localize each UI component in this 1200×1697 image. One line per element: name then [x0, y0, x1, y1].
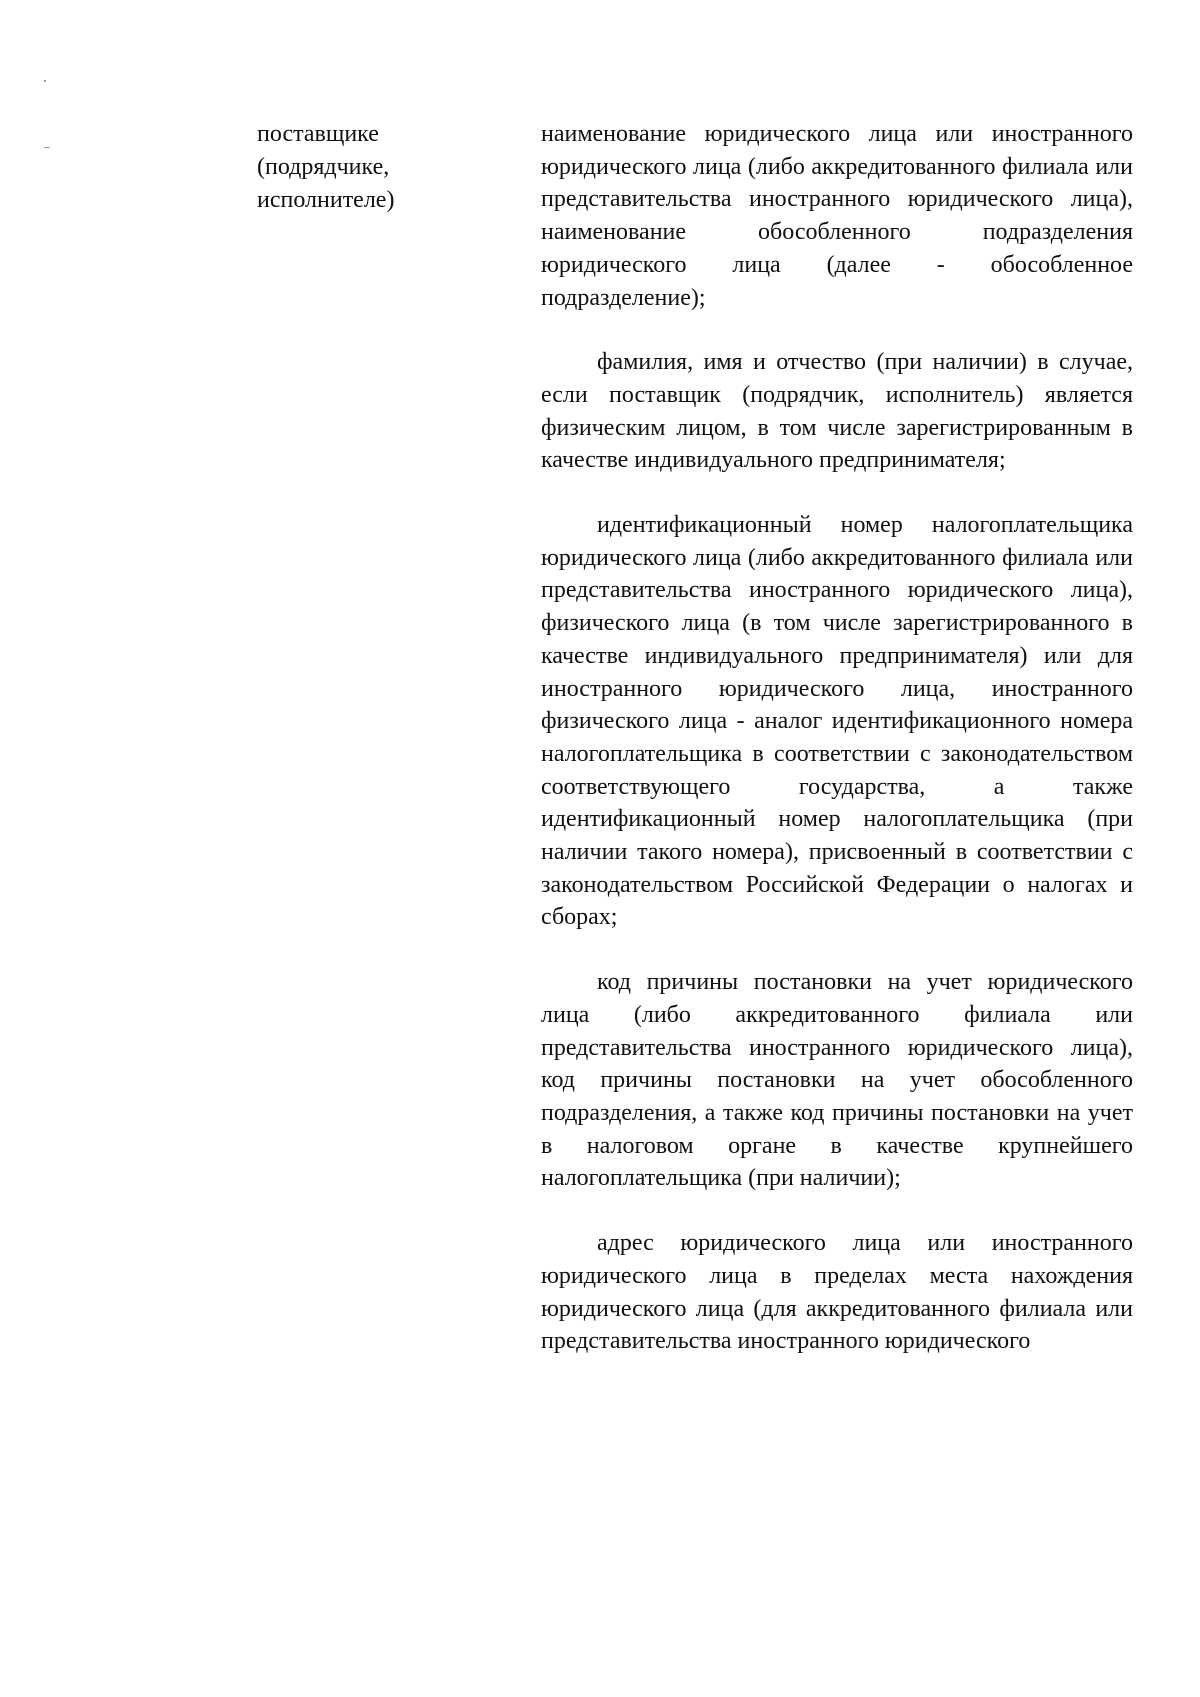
field-label-column	[257, 118, 457, 217]
field-label-line: (подрядчике,	[257, 154, 390, 180]
field-label-line: исполнителе)	[257, 187, 395, 213]
paragraph-address: адрес юридического лица или иностранного юридического лица в пределах места нахождения юридического лица (для аккредитованного филиала или представительства иностранного юридического	[541, 1230, 1133, 1355]
field-description-column	[541, 118, 1133, 1390]
paragraph-registration-code: код причины постановки на учет юридического лица (либо аккредитованного филиала или представительства иностранного юридического лица), код причины постановки на учет обособленного подразделения, а также код причины постановки на учет в налоговом органе в качестве крупнейшего налогоплательщика (при наличии);	[541, 969, 1133, 1192]
field-label-line: поставщике	[257, 121, 379, 147]
paragraph-name: наименование юридического лица или иностранного юридического лица (либо аккредитованного филиала или представительства иностранного юридического лица), наименование обособленного подразделения юридического лица (далее - обособленное подразделение);	[541, 121, 1133, 311]
paragraph-full-name: фамилия, имя и отчество (при наличии) в случае, если поставщик (подрядчик, исполнитель) является физическим лицом, в том числе зарегистрированным в качестве индивидуального предпринимателя;	[541, 349, 1133, 474]
paragraph-tax-id: идентификационный номер налогоплательщика юридического лица (либо аккредитованного филиала или представительства иностранного юридического лица), физического лица (в том числе зарегистрированного в качестве индивидуального предпринимателя) или для иностранного юридического лица, иностранного физического лица - аналог идентификационного номера налогоплательщика в соответствии с законодательством соответствующего государства, а также идентификационный номер налогоплательщика (при наличии такого номера), присвоенный в соответствии с законодательством Российской Федерации о налогах и сборах;	[541, 512, 1133, 931]
scan-speck	[44, 80, 46, 82]
scan-speck	[44, 147, 50, 148]
